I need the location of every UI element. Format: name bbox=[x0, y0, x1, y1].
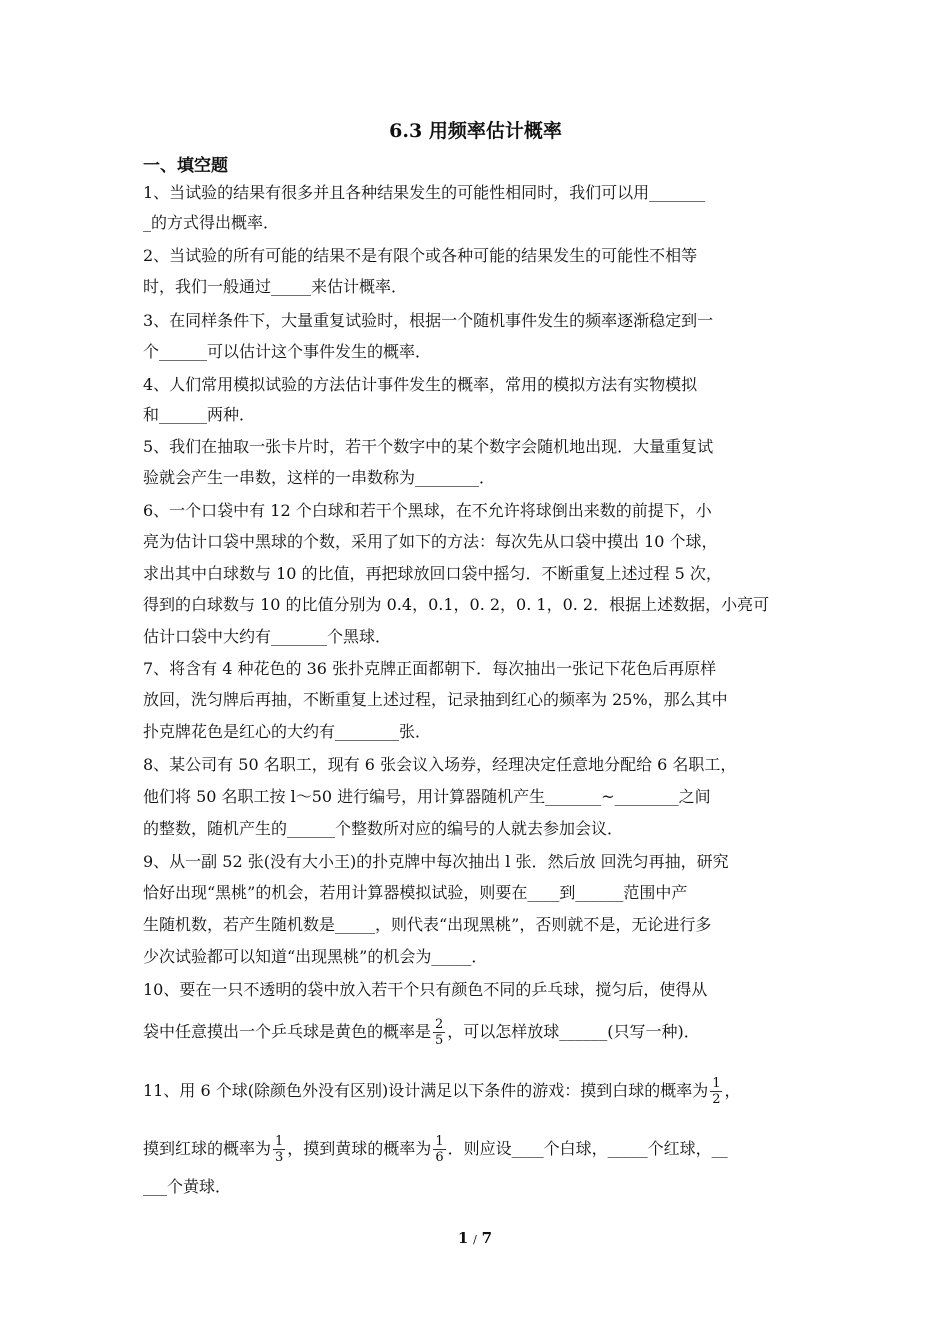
q6-line-3: 求出其中白球数与 10 的比值，再把球放回口袋中摇匀．不断重复上述过程 5 次， bbox=[143, 564, 722, 583]
q11-line-3: ___个黄球． bbox=[143, 1177, 232, 1196]
page-number bbox=[0, 1229, 950, 1247]
q8-line-3: 的整数，随机产生的______个整数所对应的编号的人就去参加会议． bbox=[143, 819, 624, 838]
page-title: 6.3 用频率估计概率 bbox=[389, 120, 562, 142]
q2-line-2: 时，我们一般通过_____来估计概率． bbox=[143, 277, 408, 296]
q3-line-2: 个______可以估计这个事件发生的概率． bbox=[143, 342, 432, 361]
q7-line-3: 扑克牌花色是红心的大约有________张． bbox=[143, 722, 432, 741]
q4-line-2: 和______两种． bbox=[143, 405, 256, 424]
page-number-total: 7 bbox=[481, 1229, 493, 1247]
q11-line-1-text-b: ， bbox=[724, 1081, 741, 1100]
q11-fraction-white-numerator: 1 bbox=[712, 1076, 721, 1091]
q11-line-2-text-b: ，摸到黄球的概率为 bbox=[287, 1139, 432, 1158]
q10-line-2-text-a: 袋中任意摸出一个乒乓球是黄色的概率是 bbox=[143, 1022, 432, 1041]
q11-line-2 bbox=[143, 1134, 728, 1165]
q6-line-5: 估计口袋中大约有_______个黑球． bbox=[143, 627, 392, 646]
q9-line-1: 9、从一副 52 张(没有大小王)的扑克牌中每次抽出 l 张．然后放 回洗匀再抽，研究 bbox=[143, 852, 729, 871]
q11-fraction-red bbox=[273, 1134, 285, 1165]
q11-fraction-white bbox=[710, 1076, 722, 1107]
q4-line-1: 4、人们常用模拟试验的方法估计事件发生的概率，常用的模拟方法有实物模拟 bbox=[143, 375, 698, 394]
q8-line-2: 他们将 50 名职工按 l～50 进行编号，用计算器随机产生_______~________之间 bbox=[143, 787, 711, 806]
q9-line-2: 恰好出现“黑桃”的机会，若用计算器模拟试验，则要在____到______范围中产 bbox=[143, 883, 688, 902]
q6-line-4: 得到的白球数与 10 的比值分别为 0.4，0.1，0. 2，0. 1，0. 2．根据上述数据，小亮可 bbox=[143, 595, 770, 614]
section-heading: 一、填空题 bbox=[143, 156, 228, 176]
q3-line-1: 3、在同样条件下，大量重复试验时，根据一个随机事件发生的频率逐渐稳定到一 bbox=[143, 311, 714, 330]
q5-line-1: 5、我们在抽取一张卡片时，若干个数字中的某个数字会随机地出现．大量重复试 bbox=[143, 437, 714, 456]
q11-fraction-yellow-numerator: 1 bbox=[435, 1134, 444, 1149]
q11-line-1 bbox=[143, 1076, 741, 1107]
q11-fraction-red-denominator: 3 bbox=[275, 1150, 284, 1165]
q11-line-1-text-a: 11、用 6 个球(除颜色外没有区别)设计满足以下条件的游戏：摸到白球的概率为 bbox=[143, 1081, 709, 1100]
q10-fraction-numerator: 2 bbox=[435, 1017, 444, 1032]
q8-line-1: 8、某公司有 50 名职工，现有 6 张会议入场券，经理决定任意地分配给 6 名职工， bbox=[143, 755, 737, 774]
q6-line-2: 亮为估计口袋中黑球的个数，采用了如下的方法：每次先从口袋中摸出 10 个球， bbox=[143, 532, 718, 551]
q10-line-2-text-b: ，可以怎样放球______(只写一种)． bbox=[447, 1022, 700, 1041]
q1-line-2: _的方式得出概率． bbox=[143, 213, 280, 232]
page-number-current: 1 bbox=[457, 1229, 469, 1247]
q6-line-1: 6、一个口袋中有 12 个白球和若干个黑球，在不允许将球倒出来数的前提下，小 bbox=[143, 501, 712, 520]
q11-fraction-yellow-denominator: 6 bbox=[435, 1150, 444, 1165]
q10-fraction-denominator: 5 bbox=[435, 1033, 444, 1048]
q11-fraction-yellow bbox=[433, 1134, 445, 1165]
q7-line-2: 放回，洗匀牌后再抽，不断重复上述过程，记录抽到红心的频率为 25%，那么其中 bbox=[143, 690, 728, 709]
q10-line-1: 10、要在一只不透明的袋中放入若干个只有颜色不同的乒乓球，搅匀后，使得从 bbox=[143, 980, 708, 999]
q11-fraction-white-denominator: 2 bbox=[712, 1092, 721, 1107]
q2-line-1: 2、当试验的所有可能的结果不是有限个或各种可能的结果发生的可能性不相等 bbox=[143, 246, 698, 265]
q9-line-4: 少次试验都可以知道“出现黑桃”的机会为_____． bbox=[143, 947, 488, 966]
page-number-separator: / bbox=[473, 1233, 477, 1246]
q11-line-2-text-c: ．则应设____个白球，_____个红球，__ bbox=[447, 1139, 728, 1158]
q11-fraction-red-numerator: 1 bbox=[275, 1134, 284, 1149]
q7-line-1: 7、将含有 4 种花色的 36 张扑克牌正面都朝下．每次抽出一张记下花色后再原样 bbox=[143, 659, 717, 678]
q10-fraction bbox=[433, 1017, 445, 1048]
q11-line-2-text-a: 摸到红球的概率为 bbox=[143, 1139, 272, 1158]
q1-line-1: 1、当试验的结果有很多并且各种结果发生的可能性相同时，我们可以用_______ bbox=[143, 183, 706, 202]
q5-line-2: 验就会产生一串数，这样的一串数称为________． bbox=[143, 468, 496, 487]
q10-line-2 bbox=[143, 1017, 700, 1048]
q9-line-3: 生随机数，若产生随机数是_____，则代表“出现黑桃”，否则就不是，无论进行多 bbox=[143, 915, 712, 934]
